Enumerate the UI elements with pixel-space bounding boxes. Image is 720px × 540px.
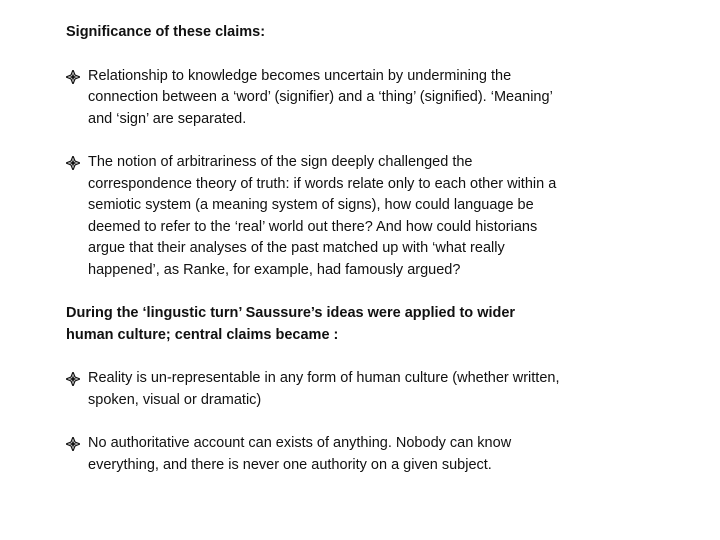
bullet-text: Reality is un-representable in any form of human culture (whether written, spoken, visual or dramatic) [88,370,560,408]
slide-content [66,22,566,476]
bullet-text: The notion of arbitrariness of the sign deeply challenged the correspondence theory of truth: if words relate only to each other within a semiotic system (a meaning system of signs), how could language be deemed to refer to the ‘real’ world out there? And how could historians argue that their analyses of the past matched up with ‘what really happened’, as Ranke, for example, had famously argued? [88,154,557,278]
diamond-bullet-icon [66,156,80,170]
diamond-bullet-icon [66,437,80,451]
bullet-text: No authoritative account can exists of anything. Nobody can know everything, and there is never one authority on a given subject. [88,435,512,473]
bullet-list-2 [66,368,566,476]
heading-significance: Significance of these claims: [66,24,266,40]
bullet-item [66,433,566,476]
bullet-list-1 [66,66,566,282]
diamond-bullet-icon [66,372,80,386]
bullet-text: Relationship to knowledge becomes uncertain by undermining the connection between a ‘word’ (signifier) and a ‘thing’ (signified). ‘Meaning’ and ‘sign’ are separated. [88,67,553,127]
diamond-bullet-icon [66,70,80,84]
heading-linguistic-turn: During the ‘lingustic turn’ Saussure’s ideas were applied to wider human culture; central claims became : [66,305,516,343]
bullet-item [66,152,566,281]
bullet-item [66,66,566,131]
bullet-item [66,368,566,411]
